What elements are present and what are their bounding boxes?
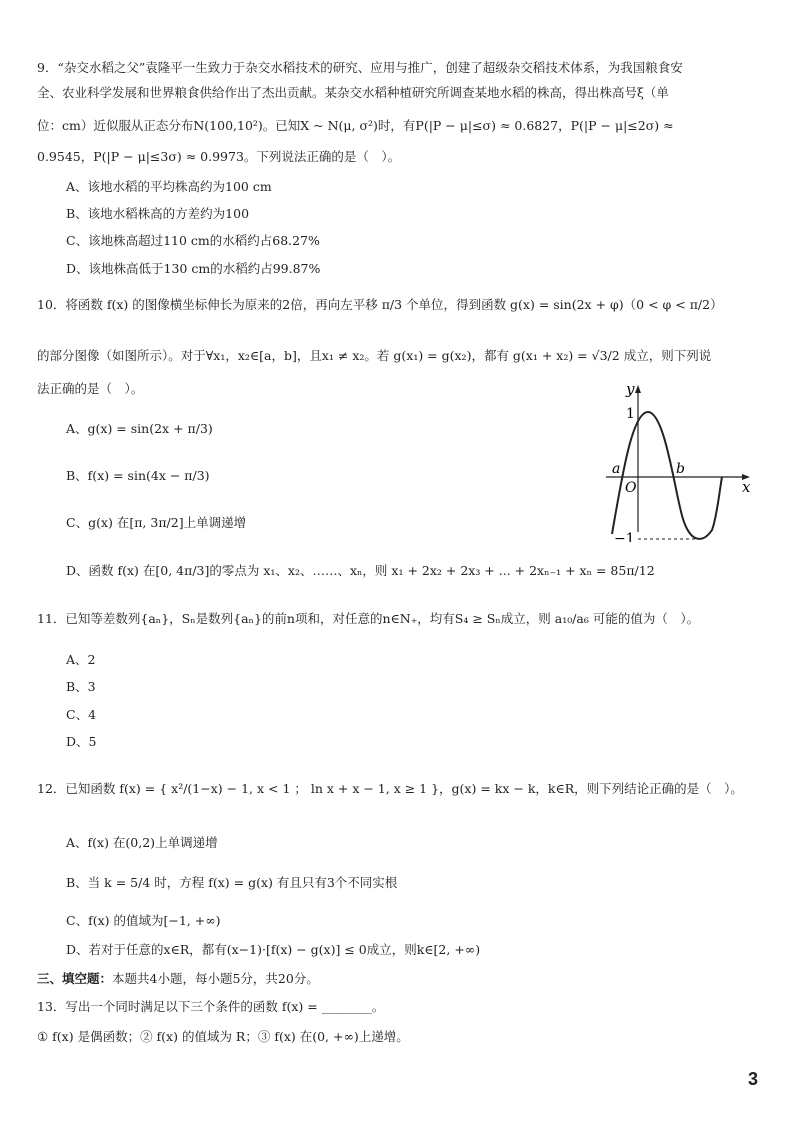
q13-line1: 13．写出一个同时满足以下三个条件的函数 f(x) = ________。 bbox=[37, 999, 385, 1014]
q12-option-a: A、f(x) 在(0,2)上单调递增 bbox=[66, 835, 218, 850]
origin-label: O bbox=[625, 480, 637, 496]
q11-option-b: B、3 bbox=[66, 679, 96, 694]
q10-option-b: B、f(x) = sin(4x − π/3) bbox=[66, 468, 210, 483]
q9-line2: 全、农业科学发展和世界粮食供给作出了杰出贡献。某杂交水稻种植研究所调查某地水稻的株高，得出株高号ξ（单 bbox=[37, 85, 669, 100]
q11-line1: 11．已知等差数列{aₙ}，Sₙ是数列{aₙ}的前n项和，对任意的n∈N₊，均有S₄ ≥ Sₙ成立，则 a₁₀/a₆ 可能的值为（ ）。 bbox=[37, 611, 700, 626]
q11-option-c: C、4 bbox=[66, 707, 97, 722]
q9-option-b: B、该地水稻株高的方差约为100 bbox=[66, 206, 250, 221]
q12-option-d: D、若对于任意的x∈R，都有(x−1)·[f(x) − g(x)] ≤ 0成立，则k∈[2, +∞) bbox=[66, 942, 481, 957]
min-label: −1 bbox=[614, 531, 635, 542]
q9-line4: 0.9545，P(|P − μ|≤3σ) ≈ 0.9973。下列说法正确的是（ ）。 bbox=[37, 149, 401, 164]
x-axis-label: x bbox=[742, 478, 751, 496]
q9-option-c: C、该地株高超过110 cm的水稻约占68.27% bbox=[66, 233, 320, 248]
a-label: a bbox=[612, 461, 621, 477]
q12-option-c: C、f(x) 的值域为[−1, +∞) bbox=[66, 913, 221, 928]
y-axis-label: y bbox=[626, 382, 635, 398]
q10-option-a: A、g(x) = sin(2x + π/3) bbox=[66, 421, 213, 436]
q10-option-d: D、函数 f(x) 在[0, 4π/3]的零点为 x₁、x₂、……、xₙ，则 x₁ + 2x₂ + 2x₃ + ... + 2xₙ₋₁ + xₙ = 85π/12 bbox=[66, 563, 655, 578]
max-label: 1 bbox=[626, 406, 635, 422]
q9-line1: 9．“杂交水稻之父”袁隆平一生致力于杂交水稻技术的研究、应用与推广，创建了超级杂交稻技术体系，为我国粮食安 bbox=[37, 60, 683, 75]
section3-title: 三、填空题： bbox=[37, 971, 113, 986]
section3-heading bbox=[37, 970, 319, 988]
sine-curve bbox=[612, 412, 722, 539]
q9-option-a: A、该地水稻的平均株高约为100 cm bbox=[66, 179, 272, 194]
q11-option-d: D、5 bbox=[66, 734, 97, 749]
q11-option-a: A、2 bbox=[66, 652, 96, 667]
q10-line2: 的部分图像（如图所示）。对于∀x₁，x₂∈[a，b]，且x₁ ≠ x₂。若 g(x₁) = g(x₂)，都有 g(x₁ + x₂) = √3/2 成立，则下列说 bbox=[37, 348, 712, 363]
q10-option-c: C、g(x) 在[π, 3π/2]上单调递增 bbox=[66, 515, 247, 530]
section3-desc: 本题共4小题，每小题5分，共20分。 bbox=[112, 971, 319, 986]
q10-line1: 10．将函数 f(x) 的图像横坐标伸长为原来的2倍，再向左平移 π/3 个单位，得到函数 g(x) = sin(2x + φ)（0 < φ < π/2） bbox=[37, 297, 723, 312]
q13-line2: ① f(x) 是偶函数；② f(x) 的值域为 R；③ f(x) 在(0, +∞)上递增。 bbox=[37, 1029, 409, 1044]
q10-line3: 法正确的是（ ）。 bbox=[37, 381, 144, 396]
sine-graph bbox=[604, 382, 754, 542]
y-axis-arrow bbox=[635, 385, 641, 393]
q12-option-b: B、当 k = 5/4 时，方程 f(x) = g(x) 有且只有3个不同实根 bbox=[66, 875, 398, 890]
b-label: b bbox=[676, 461, 685, 477]
q9-line3: 位：cm）近似服从正态分布N(100,10²)。已知X ~ N(μ, σ²)时，有P(|P − μ|≤σ) ≈ 0.6827，P(|P − μ|≤2σ) ≈ bbox=[37, 118, 674, 133]
q12-line1: 12．已知函数 f(x) = { x²/(1−x) − 1, x < 1 ； ln x + x − 1, x ≥ 1 }，g(x) = kx − k，k∈R，则下列结论正确的是（ ）。 bbox=[37, 781, 743, 796]
page-number: 3 bbox=[747, 1069, 758, 1089]
q9-option-d: D、该地株高低于130 cm的水稻约占99.87% bbox=[66, 261, 321, 276]
